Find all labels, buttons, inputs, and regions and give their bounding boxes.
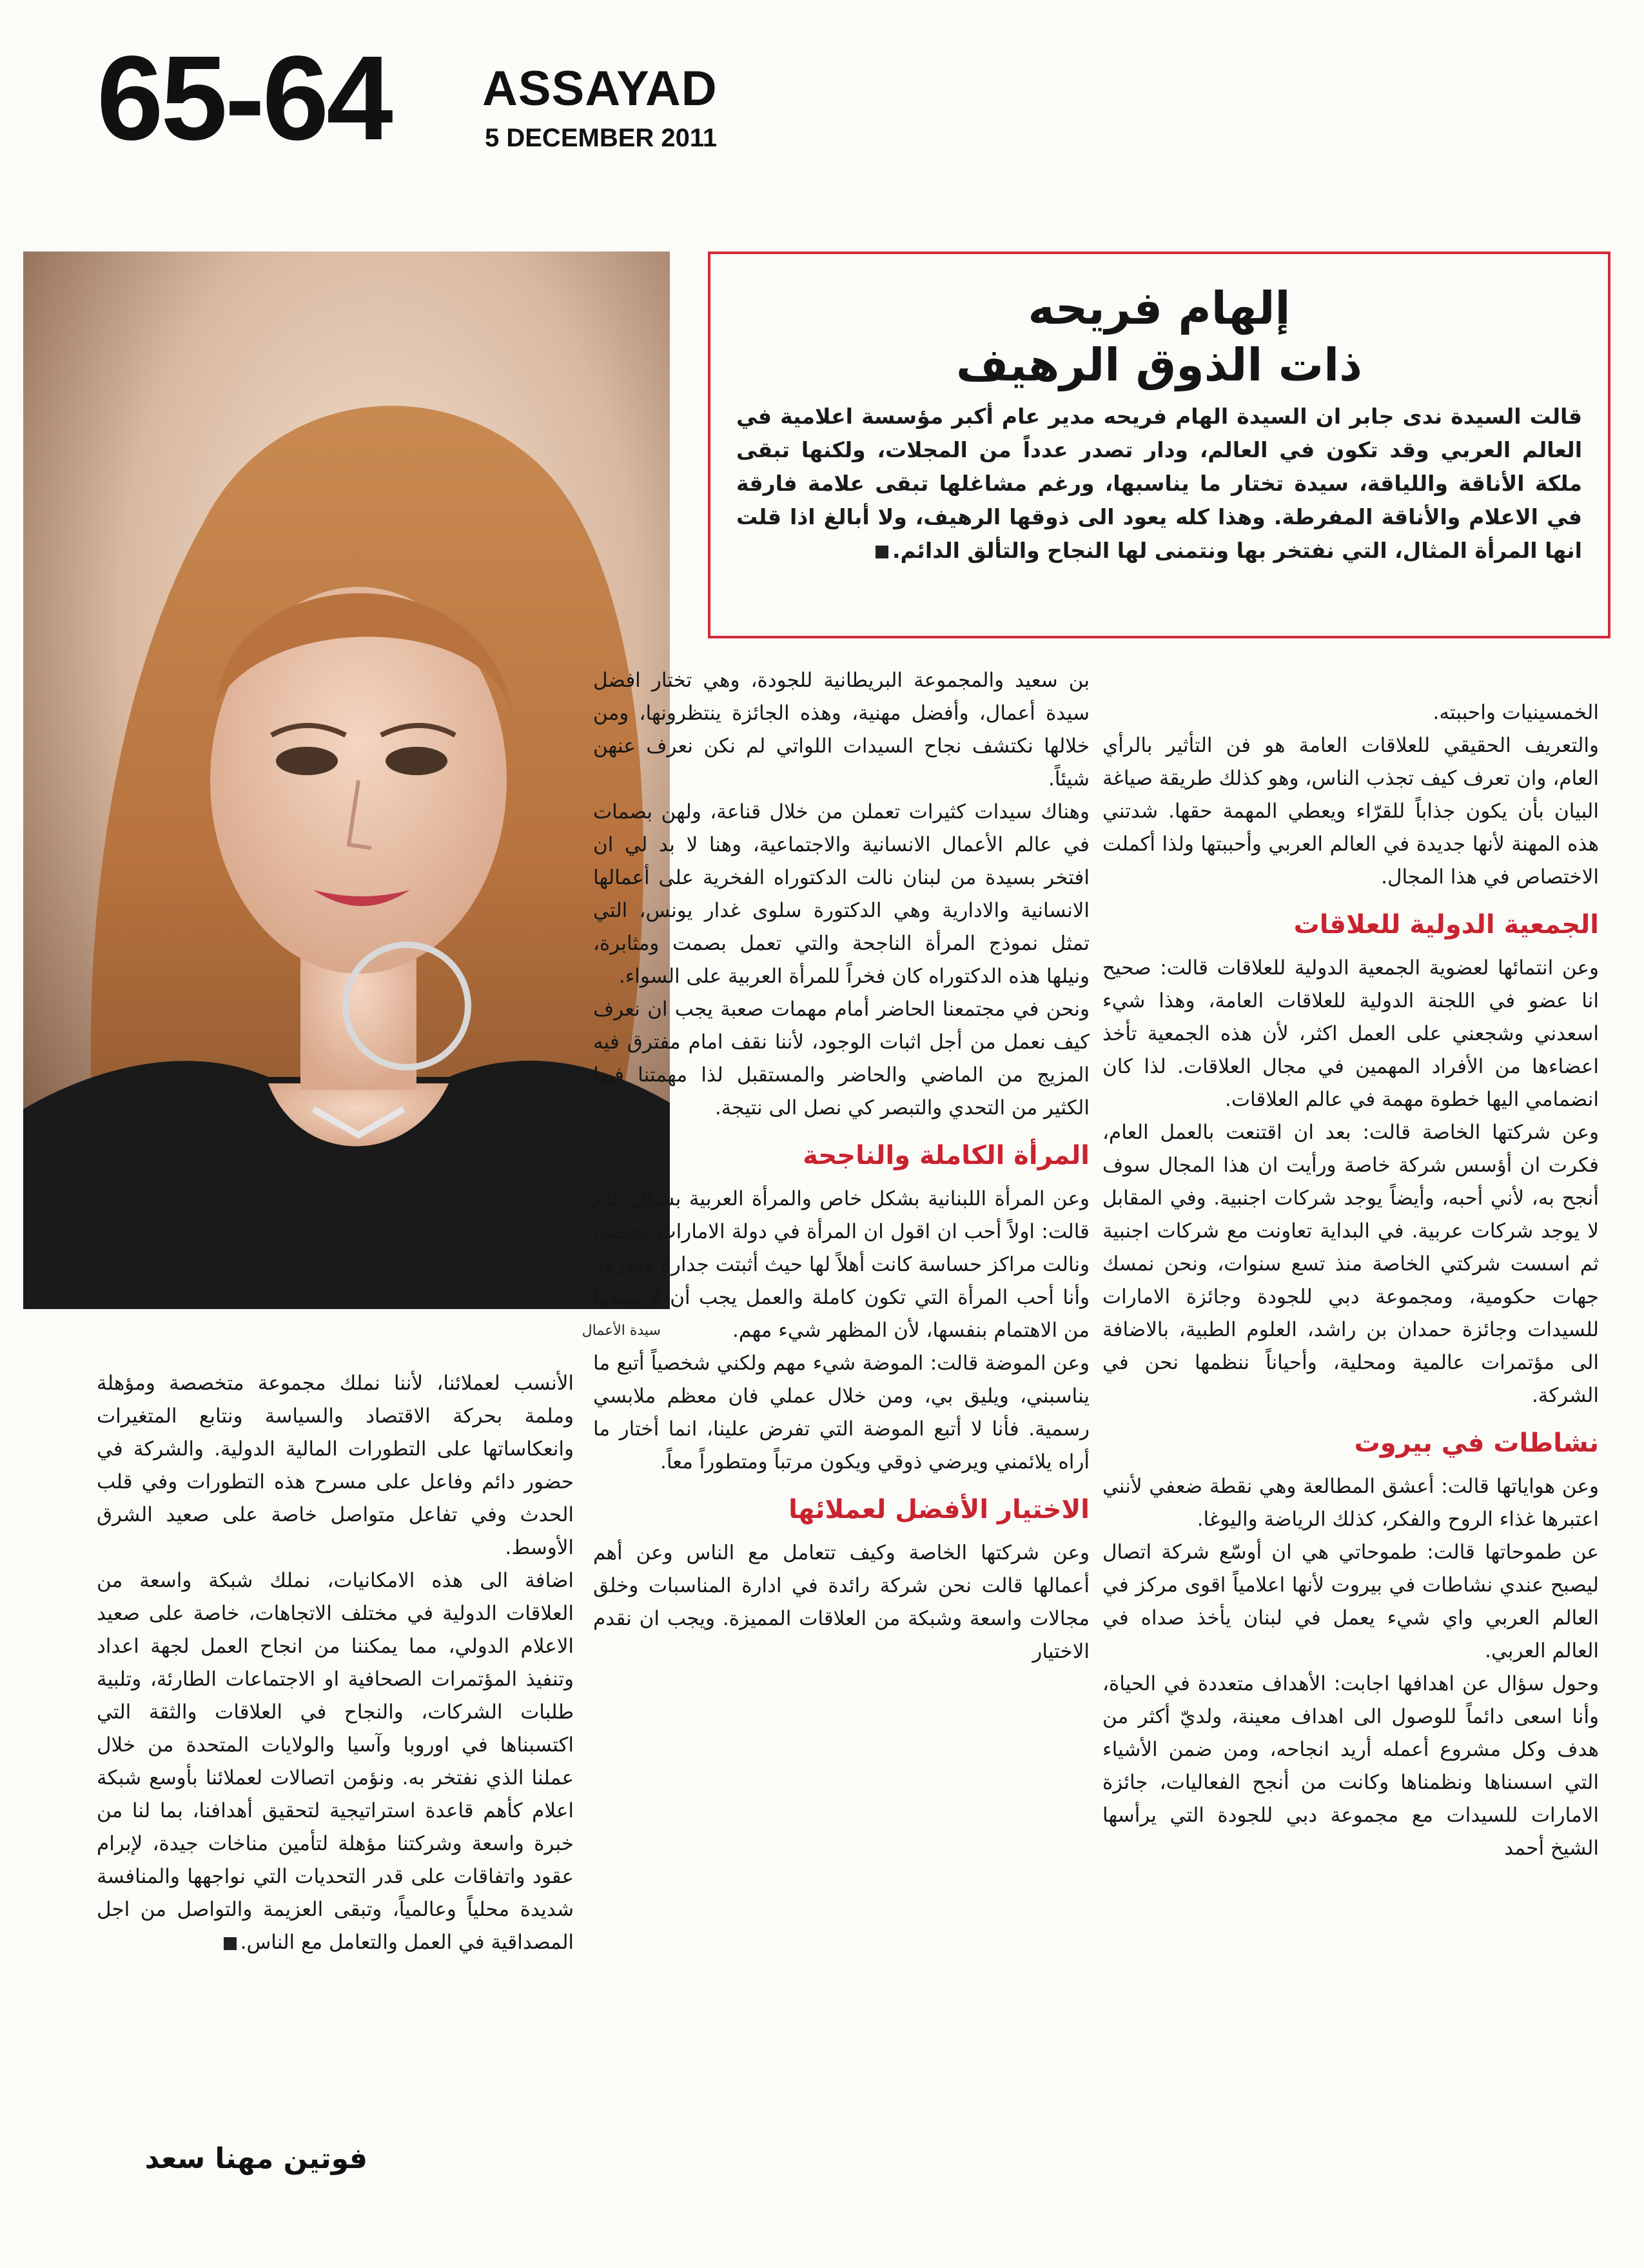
paragraph-text: اضافة الى هذه الامكانيات، نملك شبكة واسعة من العلاقات الدولية في مختلف الاتجاهات، خاصة على صعيد الاعلام الدولي، مما يمكننا من انجاح العمل لجهة اعداد وتنفيذ المؤتمرات الصحافية او الاجتماعات الطارئة، وتلبية طلبات الشركات، والنجاح في العلاقات والثقة التي اكتسبناها في اوروبا وآسيا والولايات المتحدة من خلال عملنا الذي نفتخر به. ونؤمن اتصالات لعملائنا بأوسع شبكة اعلام كأهم قاعدة استراتيجية لتحقيق أهدافنا، بما لنا من خبرة واسعة وشركتنا مؤهلة لتأمين مناخات جيدة، لإبرام عقود واتفاقات على قدر التحديات التي نواجهها والمنافسة شديدة محلياً وعالمياً، وتبقى العزيمة والتواصل من اجل المصداقية في العمل والتعامل مع الناس. — [97, 1569, 574, 1954]
intro-box — [708, 251, 1610, 638]
paragraph: وعن شركتها الخاصة قالت: بعد ان اقتنعت بالعمل العام، فكرت ان أؤسس شركة خاصة ورأيت ان هذا المجال سوف أنجح به، لأني أحبه، وأيضاً يوجد شركات اجنبية. وفي المقابل لا يوجد شركات عربية. في البداية تعاونت مع شركات اجنبية ثم اسست شركتي الخاصة منذ تسع سنوات، ونحن نمسك جهات حكومية، ومجموعة دبي للجودة وجائزة الامارات للسيدات وجائزة حمدان بن راشد، العلوم الطبية، بالاضافة الى مؤتمرات عالمية ومحلية، وأحياناً ننظمها نحن في الشركة. — [1102, 1121, 1599, 1407]
paragraph: الأنسب لعملائنا، لأننا نملك مجموعة متخصصة ومؤهلة وملمة بحركة الاقتصاد والسياسة ونتابع المتغيرات وانعكاساتها على التطورات المالية الدولية. والشركة في حضور دائم وفاعل على مسرح هذه التطورات وفي قلب الحدث وفي تفاعل متواصل خاصة على صعيد الشرق الأوسط. — [97, 1372, 574, 1559]
subheading: نشاطات في بيروت — [1354, 1428, 1599, 1458]
intro-title-line2: ذات الذوق الرهيف — [955, 339, 1363, 391]
paragraph: وعن شركتها الخاصة وكيف تتعامل مع الناس وعن أهم أعمالها قالت نحن شركة رائدة في ادارة المناسبات وخلق مجالات واسعة وشبكة من العلاقات المميزة. ويجب ان نقدم الاختيار — [593, 1541, 1090, 1663]
paragraph: ونحن في مجتمعنا الحاضر أمام مهمات صعبة يجب ان نعرف كيف نعمل من أجل اثبات الوجود، لأننا نقف امام مفترق فيه المزيج من الماضي والحاضر والمستقبل لذا مهمتنا فيها الكثير من التحدي والتبصر كي نصل الى نتيجة. — [593, 998, 1090, 1119]
paragraph: والتعريف الحقيقي للعلاقات العامة هو فن التأثير بالرأي العام، وان تعرف كيف تجذب الناس، وهو كذلك طريقة صياغة البيان بأن يكون جذاباً للقرّاء ويعطي المهمة حقها. شدتني هذه المهنة لأنها جديدة في العالم العربي وأحببتها ولذا أكملت الاختصاص في هذا المجال. — [1102, 734, 1599, 889]
paragraph: وعن المرأة اللبنانية بشكل خاص والمرأة العربية بشكل عام قالت: اولاً أحب ان اقول ان المرأة في دولة الامارات نجحت، ونالت مراكز حساسة كانت أهلاً لها حيث أثبتت جدارة وقدرة. — [593, 1187, 1090, 1276]
subheading: الجمعية الدولية للعلاقات — [1293, 910, 1599, 940]
author-byline: فوتين مهنا سعد — [144, 2142, 367, 2175]
paragraph: وأنا أحب المرأة التي تكون كاملة والعمل يجب أن لا يمنعها من الاهتمام بنفسها، لأن المظهر شيء مهم. — [593, 1286, 1090, 1342]
subheading: الاختيار الأفضل لعملائها — [788, 1495, 1090, 1524]
end-mark-icon — [876, 546, 888, 558]
paragraph: وعن انتمائها لعضوية الجمعية الدولية للعلاقات قالت: صحيح انا عضو في اللجنة الدولية للعلاقات العامة، وهذا شيء اسعدني وشجعني على العمل اكثر، لأن هذه الجمعية تأخذ اعضاءها من الأفراد المهمين في مجال العلاقات. لذا كان انضمامي اليها خطوة مهمة في عالم العلاقات. — [1102, 956, 1599, 1111]
subheading: المرأة الكاملة والناجحة — [803, 1141, 1090, 1170]
paragraph: وحول سؤال عن اهدافها اجابت: الأهداف متعددة في الحياة، وأنا اسعى دائماً للوصول الى اهداف معينة، ولديّ أكثر من هدف وكل مشروع أعمله أريد انجاحه، ومن ضمن الأشياء التي اسسناها ونظمناها وكانت من أنجح الفعاليات، جائزة الامارات للسيدات مع مجموعة دبي للجودة التي يرأسها الشيخ أحمد — [1102, 1672, 1599, 1860]
paragraph: بن سعيد والمجموعة البريطانية للجودة، وهي تختار افضل سيدة أعمال، وأفضل مهنية، وهذه الجائزة ينتظرونها، ومن خلالها نكتشف نجاح السيدات اللواتي لم نكن نعرف عنهن شيئاً. — [593, 669, 1090, 791]
end-mark-icon — [224, 1937, 237, 1950]
intro-title-line1: إلهام فريحه — [1028, 282, 1291, 335]
article-column-middle — [593, 664, 1090, 1668]
article-column-right — [1102, 696, 1599, 1865]
paragraph-last — [97, 1564, 574, 1959]
article-column-left — [97, 1367, 574, 1959]
paragraph: الخمسينيات واحببته. — [1433, 701, 1599, 724]
paragraph: وعن هواياتها قالت: أعشق المطالعة وهي نقطة ضعفي لأنني اعتبرها غذاء الروح والفكر، كذلك الرياضة واليوغا. — [1102, 1475, 1599, 1531]
paragraph: عن طموحاتها قالت: طموحاتي هي ان أوسّع شركة اتصال ليصبح عندي نشاطات في بيروت لأنها اعلامياً اقوى مركز في العالم العربي واي شيء يعمل في لبنان يأخذ صداه في العالم العربي. — [1102, 1541, 1599, 1662]
intro-text: قالت السيدة ندى جابر ان السيدة الهام فريحه مدير عام أكبر مؤسسة اعلامية في العالم العربي وقد تكون في العالم، ودار تصدر عدداً من المجلات، ولكنها تبقى ملكة الأناقة واللياقة، سيدة تختار ما يناسبها، ورغم مشاغلها تبقى علامة فارقة في الاعلام والأناقة المفرطة. وهذا كله يعود الى ذوقها الرهيف، ولا أبالغ اذا قلت انها المرأة المثال، التي نفتخر بها ونتمنى لها النجاح والتألق الدائم. — [736, 404, 1582, 563]
intro-text-block — [736, 400, 1582, 567]
paragraph: وعن الموضة قالت: الموضة شيء مهم ولكني شخصياً أتبع ما يناسبني، ويليق بي، ومن خلال عملي فان معظم ملابسي رسمية. فأنا لا أتبع الموضة التي تفرض علينا، انما أختار ما أراه يلائمني ويرضي ذوقي ويكون مرتباً ومتطوراً معاً. — [593, 1352, 1090, 1474]
issue-date: 5 DECEMBER 2011 — [485, 124, 718, 152]
portrait-photo — [23, 251, 670, 1309]
magazine-name: ASSAYAD — [482, 61, 718, 116]
photo-caption: سيدة الأعمال — [582, 1323, 661, 1339]
portrait-illustration — [23, 251, 670, 1309]
paragraph: وهناك سيدات كثيرات تعملن من خلال قناعة، ولهن بصمات في عالم الأعمال الانسانية والاجتماعية، وهنا لا بد لي ان افتخر بسيدة من لبنان نالت الدكتوراه الفخرية على أعمالها الانسانية والادارية وهي الدكتورة سلوى غدار يونس، التي تمثل نموذج المرأة الناجحة والتي تعمل بصمت ومثابرة، ونيلها هذه الدكتوراه كان فخراً للمرأة العربية على السواء. — [593, 800, 1090, 988]
page-numbers: 65-64 — [97, 32, 391, 165]
